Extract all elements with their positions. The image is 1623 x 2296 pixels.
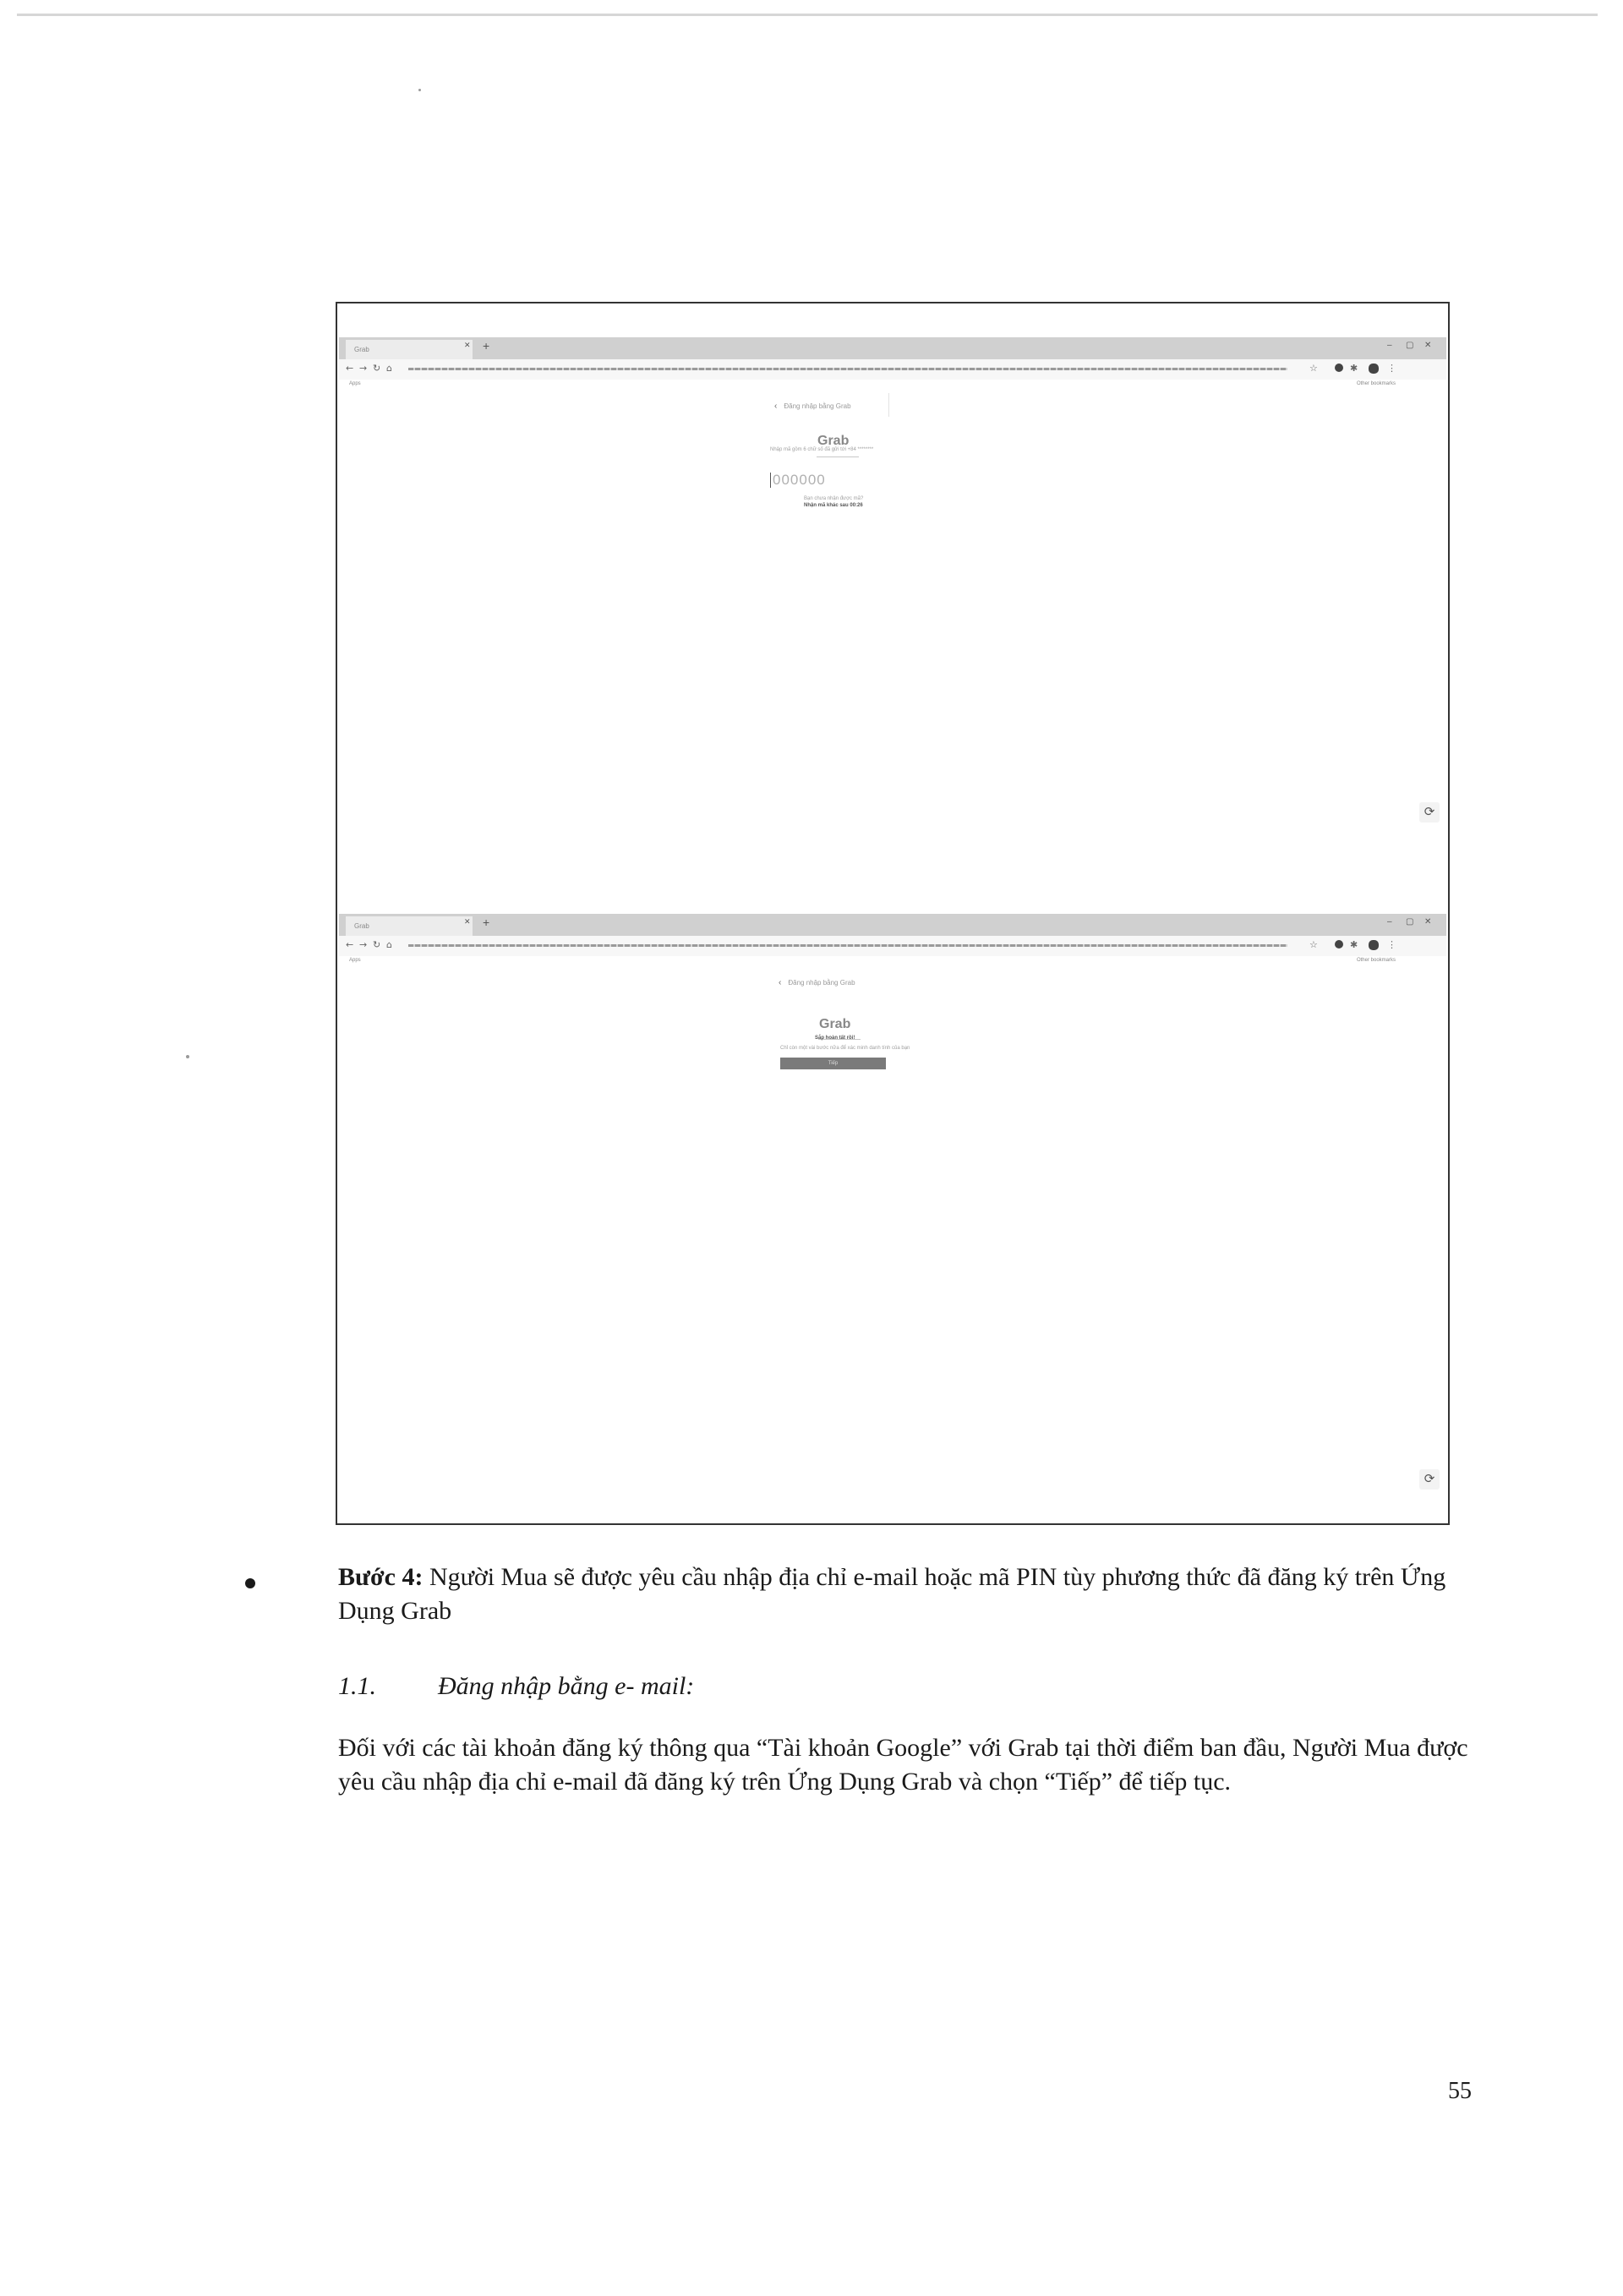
window-close-icon[interactable]: ✕ — [1424, 917, 1432, 927]
chevron-left-icon: ‹ — [779, 978, 782, 987]
browser-screenshot-confirm — [339, 914, 1446, 1506]
bullet-icon — [245, 1578, 255, 1588]
back-link[interactable] — [779, 978, 855, 987]
step-text: Người Mua sẽ được yêu cầu nhập địa chỉ e-mail hoặc mã PIN tùy phương thức đã đăng ký trên Ứng Dụng Grab — [338, 1563, 1446, 1625]
home-icon[interactable]: ⌂ — [386, 939, 392, 950]
new-tab-icon[interactable]: + — [483, 916, 490, 929]
scan-smudge — [418, 89, 421, 91]
tab-close-icon[interactable]: ✕ — [464, 341, 471, 349]
tab-close-icon[interactable]: ✕ — [464, 917, 471, 926]
back-label: Đăng nhập bằng Grab — [784, 402, 851, 410]
resend-link[interactable]: Nhận mã khác sau 00:26 — [804, 503, 863, 508]
url-field[interactable] — [407, 365, 1290, 374]
subsection-title: Đăng nhập bằng e- mail: — [438, 1672, 695, 1700]
recaptcha-icon[interactable]: ⟳ — [1419, 1469, 1440, 1490]
window-close-icon[interactable]: ✕ — [1424, 341, 1432, 350]
step-4-paragraph — [338, 1561, 1479, 1628]
recaptcha-icon[interactable]: ⟳ — [1419, 802, 1440, 823]
profile-avatar-icon[interactable] — [1369, 364, 1379, 374]
menu-dots-icon[interactable]: ⋮ — [1387, 939, 1396, 950]
pin-input[interactable]: 000000 — [770, 473, 826, 488]
star-icon[interactable]: ☆ — [1309, 363, 1318, 374]
browser-tab[interactable] — [346, 916, 473, 936]
back-label: Đăng nhập bằng Grab — [788, 979, 855, 987]
screenshot-figure — [336, 302, 1450, 1525]
bookmark-apps[interactable]: Apps — [349, 958, 361, 963]
tab-title: Grab — [354, 346, 369, 353]
back-arrow-icon[interactable]: ← — [346, 363, 354, 374]
grab-logo: Grab — [819, 1017, 851, 1031]
pin-prompt: Nhập mã gồm 6 chữ số đã gửi tới +84 ******** — [770, 447, 874, 452]
extension-icon[interactable] — [1335, 940, 1343, 948]
extension-icon[interactable] — [1335, 364, 1343, 372]
page-number: 55 — [1448, 2078, 1472, 2104]
bookmarks-bar — [339, 956, 1446, 970]
extensions-puzzle-icon[interactable]: ✱ — [1350, 363, 1358, 374]
forward-arrow-icon[interactable]: → — [359, 939, 368, 950]
browser-screenshot-pin — [339, 337, 1446, 921]
bookmark-apps[interactable]: Apps — [349, 381, 361, 386]
back-arrow-icon[interactable]: ← — [346, 939, 354, 950]
step-label: Bước 4: — [338, 1563, 424, 1591]
home-icon[interactable]: ⌂ — [386, 363, 392, 374]
reload-icon[interactable]: ↻ — [373, 363, 381, 374]
confirm-title: Sắp hoàn tất rồi! — [815, 1036, 855, 1041]
profile-avatar-icon[interactable] — [1369, 940, 1379, 950]
resend-hint: Bạn chưa nhận được mã? — [804, 496, 864, 501]
new-tab-icon[interactable]: + — [483, 339, 490, 353]
menu-dots-icon[interactable]: ⋮ — [1387, 363, 1396, 374]
star-icon[interactable]: ☆ — [1309, 939, 1318, 950]
subsection-heading — [338, 1670, 694, 1703]
maximize-icon[interactable]: ▢ — [1406, 917, 1414, 927]
bookmark-other[interactable]: Other bookmarks — [1356, 958, 1396, 963]
confirm-subtitle: Chỉ còn một vài bước nữa để xác minh danh tính của bạn — [780, 1046, 910, 1051]
logo-divider — [817, 456, 859, 457]
address-bar — [339, 359, 1446, 380]
minimize-icon[interactable]: – — [1387, 341, 1392, 350]
back-link[interactable] — [774, 402, 851, 411]
forward-arrow-icon[interactable]: → — [359, 363, 368, 374]
chevron-left-icon: ‹ — [774, 402, 778, 411]
body-paragraph: Đối với các tài khoản đăng ký thông qua “Tài khoản Google” với Grab tại thời điểm ban đầu, Người Mua được yêu cầu nhập địa chỉ e-mail đã đăng ký trên Ứng Dụng Grab và chọn “Tiếp” để tiếp tục. — [338, 1734, 1468, 1796]
subsection-number: 1.1. — [338, 1672, 376, 1700]
url-field[interactable] — [407, 942, 1290, 950]
tab-title: Grab — [354, 922, 369, 930]
bookmark-other[interactable]: Other bookmarks — [1356, 381, 1396, 386]
browser-tab-bar — [339, 914, 1446, 936]
minimize-icon[interactable]: – — [1387, 917, 1392, 927]
content-divider — [888, 393, 889, 417]
maximize-icon[interactable]: ▢ — [1406, 341, 1414, 350]
next-button[interactable]: Tiếp — [780, 1058, 886, 1069]
grab-logo: Grab — [817, 434, 850, 448]
address-bar — [339, 936, 1446, 956]
scan-top-rule — [17, 14, 1598, 16]
extensions-puzzle-icon[interactable]: ✱ — [1350, 939, 1358, 950]
browser-tab-bar — [339, 337, 1446, 359]
scan-smudge — [186, 1055, 189, 1058]
browser-tab[interactable] — [346, 340, 473, 359]
bookmarks-bar — [339, 380, 1446, 393]
reload-icon[interactable]: ↻ — [373, 939, 381, 950]
